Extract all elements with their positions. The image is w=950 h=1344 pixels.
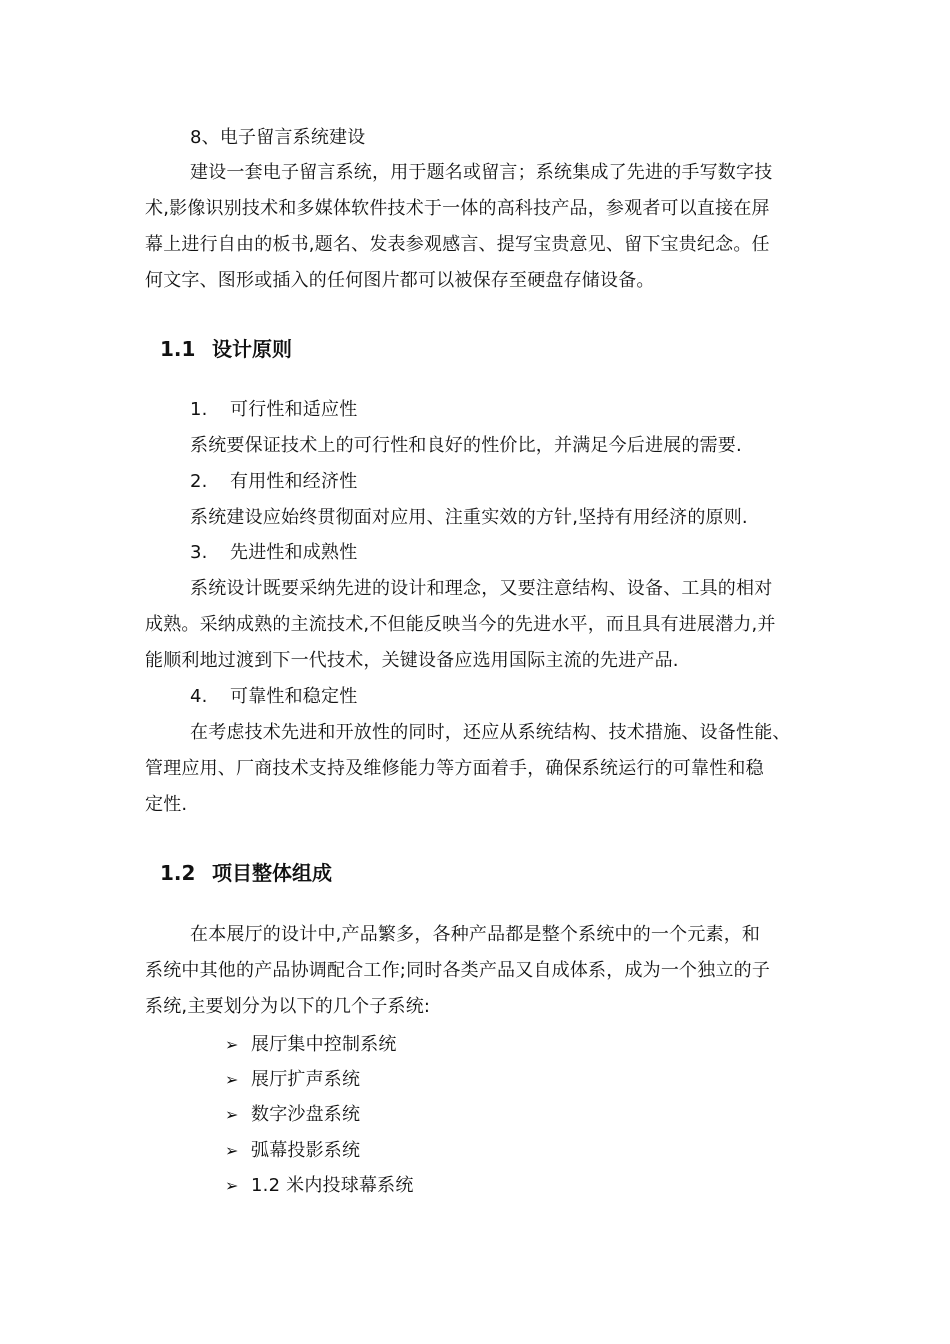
paragraph-line: 系统要保证技术上的可行性和良好的性价比，并满足今后进展的需要. [190, 435, 742, 456]
paragraph-line: 定性. [145, 794, 188, 815]
paragraph-line: 系统设计既要采纳先进的设计和理念，又要注意结构、设备、工具的相对 [190, 578, 773, 599]
paragraph-line: 管理应用、厂商技术支持及维修能力等方面着手，确保系统运行的可靠性和稳 [145, 758, 764, 779]
arrow-bullet-icon: ➢ [225, 1176, 239, 1195]
arrow-bullet-icon: ➢ [225, 1035, 239, 1054]
paragraph-line: 成熟。采纳成熟的主流技术,不但能反映当今的先进水平，而且具有进展潜力,并 [145, 614, 776, 635]
arrow-bullet-icon: ➢ [225, 1105, 239, 1124]
principle-item-title: 4. 可靠性和稳定性 [190, 686, 358, 707]
paragraph-line: 在考虑技术先进和开放性的同时，还应从系统结构、技术措施、设备性能、 [190, 722, 791, 743]
paragraph-line: 何文字、图形或插入的任何图片都可以被保存至硬盘存储设备。 [145, 270, 655, 291]
paragraph-line: 幕上进行自由的板书,题名、发表参观感言、提写宝贵意见、留下宝贵纪念。任 [145, 234, 770, 255]
paragraph-line: 系统中其他的产品协调配合工作;同时各类产品又自成体系，成为一个独立的子 [145, 960, 771, 981]
list-item: ➢ 数字沙盘系统 [225, 1104, 361, 1125]
heading-number: 1.2 [160, 861, 196, 885]
heading-title: 项目整体组成 [212, 861, 332, 885]
heading-number: 1.1 [160, 337, 196, 361]
section-1-2-heading [160, 862, 332, 884]
list-item: ➢ 展厅集中控制系统 [225, 1034, 397, 1055]
paragraph-line: 术,影像识别技术和多媒体软件技术于一体的高科技产品，参观者可以直接在屏 [145, 198, 770, 219]
list-item: ➢ 展厅扩声系统 [225, 1069, 361, 1090]
section-8-title: 8、电子留言系统建设 [190, 127, 366, 148]
paragraph-line: 建设一套电子留言系统，用于题名或留言；系统集成了先进的手写数字技 [190, 162, 773, 183]
paragraph-line: 能顺利地过渡到下一代技术，关键设备应选用国际主流的先进产品. [145, 650, 679, 671]
paragraph-line: 系统,主要划分为以下的几个子系统: [145, 996, 431, 1017]
heading-title: 设计原则 [212, 337, 292, 361]
principle-item-title: 1. 可行性和适应性 [190, 399, 358, 420]
list-item: ➢ 1.2 米内投球幕系统 [225, 1175, 414, 1196]
list-item: ➢ 弧幕投影系统 [225, 1140, 361, 1161]
arrow-bullet-icon: ➢ [225, 1141, 239, 1160]
section-1-1-heading [160, 338, 292, 360]
principle-item-title: 2. 有用性和经济性 [190, 471, 358, 492]
arrow-bullet-icon: ➢ [225, 1070, 239, 1089]
paragraph-line: 在本展厅的设计中,产品繁多，各种产品都是整个系统中的一个元素，和 [190, 924, 761, 945]
paragraph-line: 系统建设应始终贯彻面对应用、注重实效的方针,坚持有用经济的原则. [190, 507, 748, 528]
principle-item-title: 3. 先进性和成熟性 [190, 542, 358, 563]
